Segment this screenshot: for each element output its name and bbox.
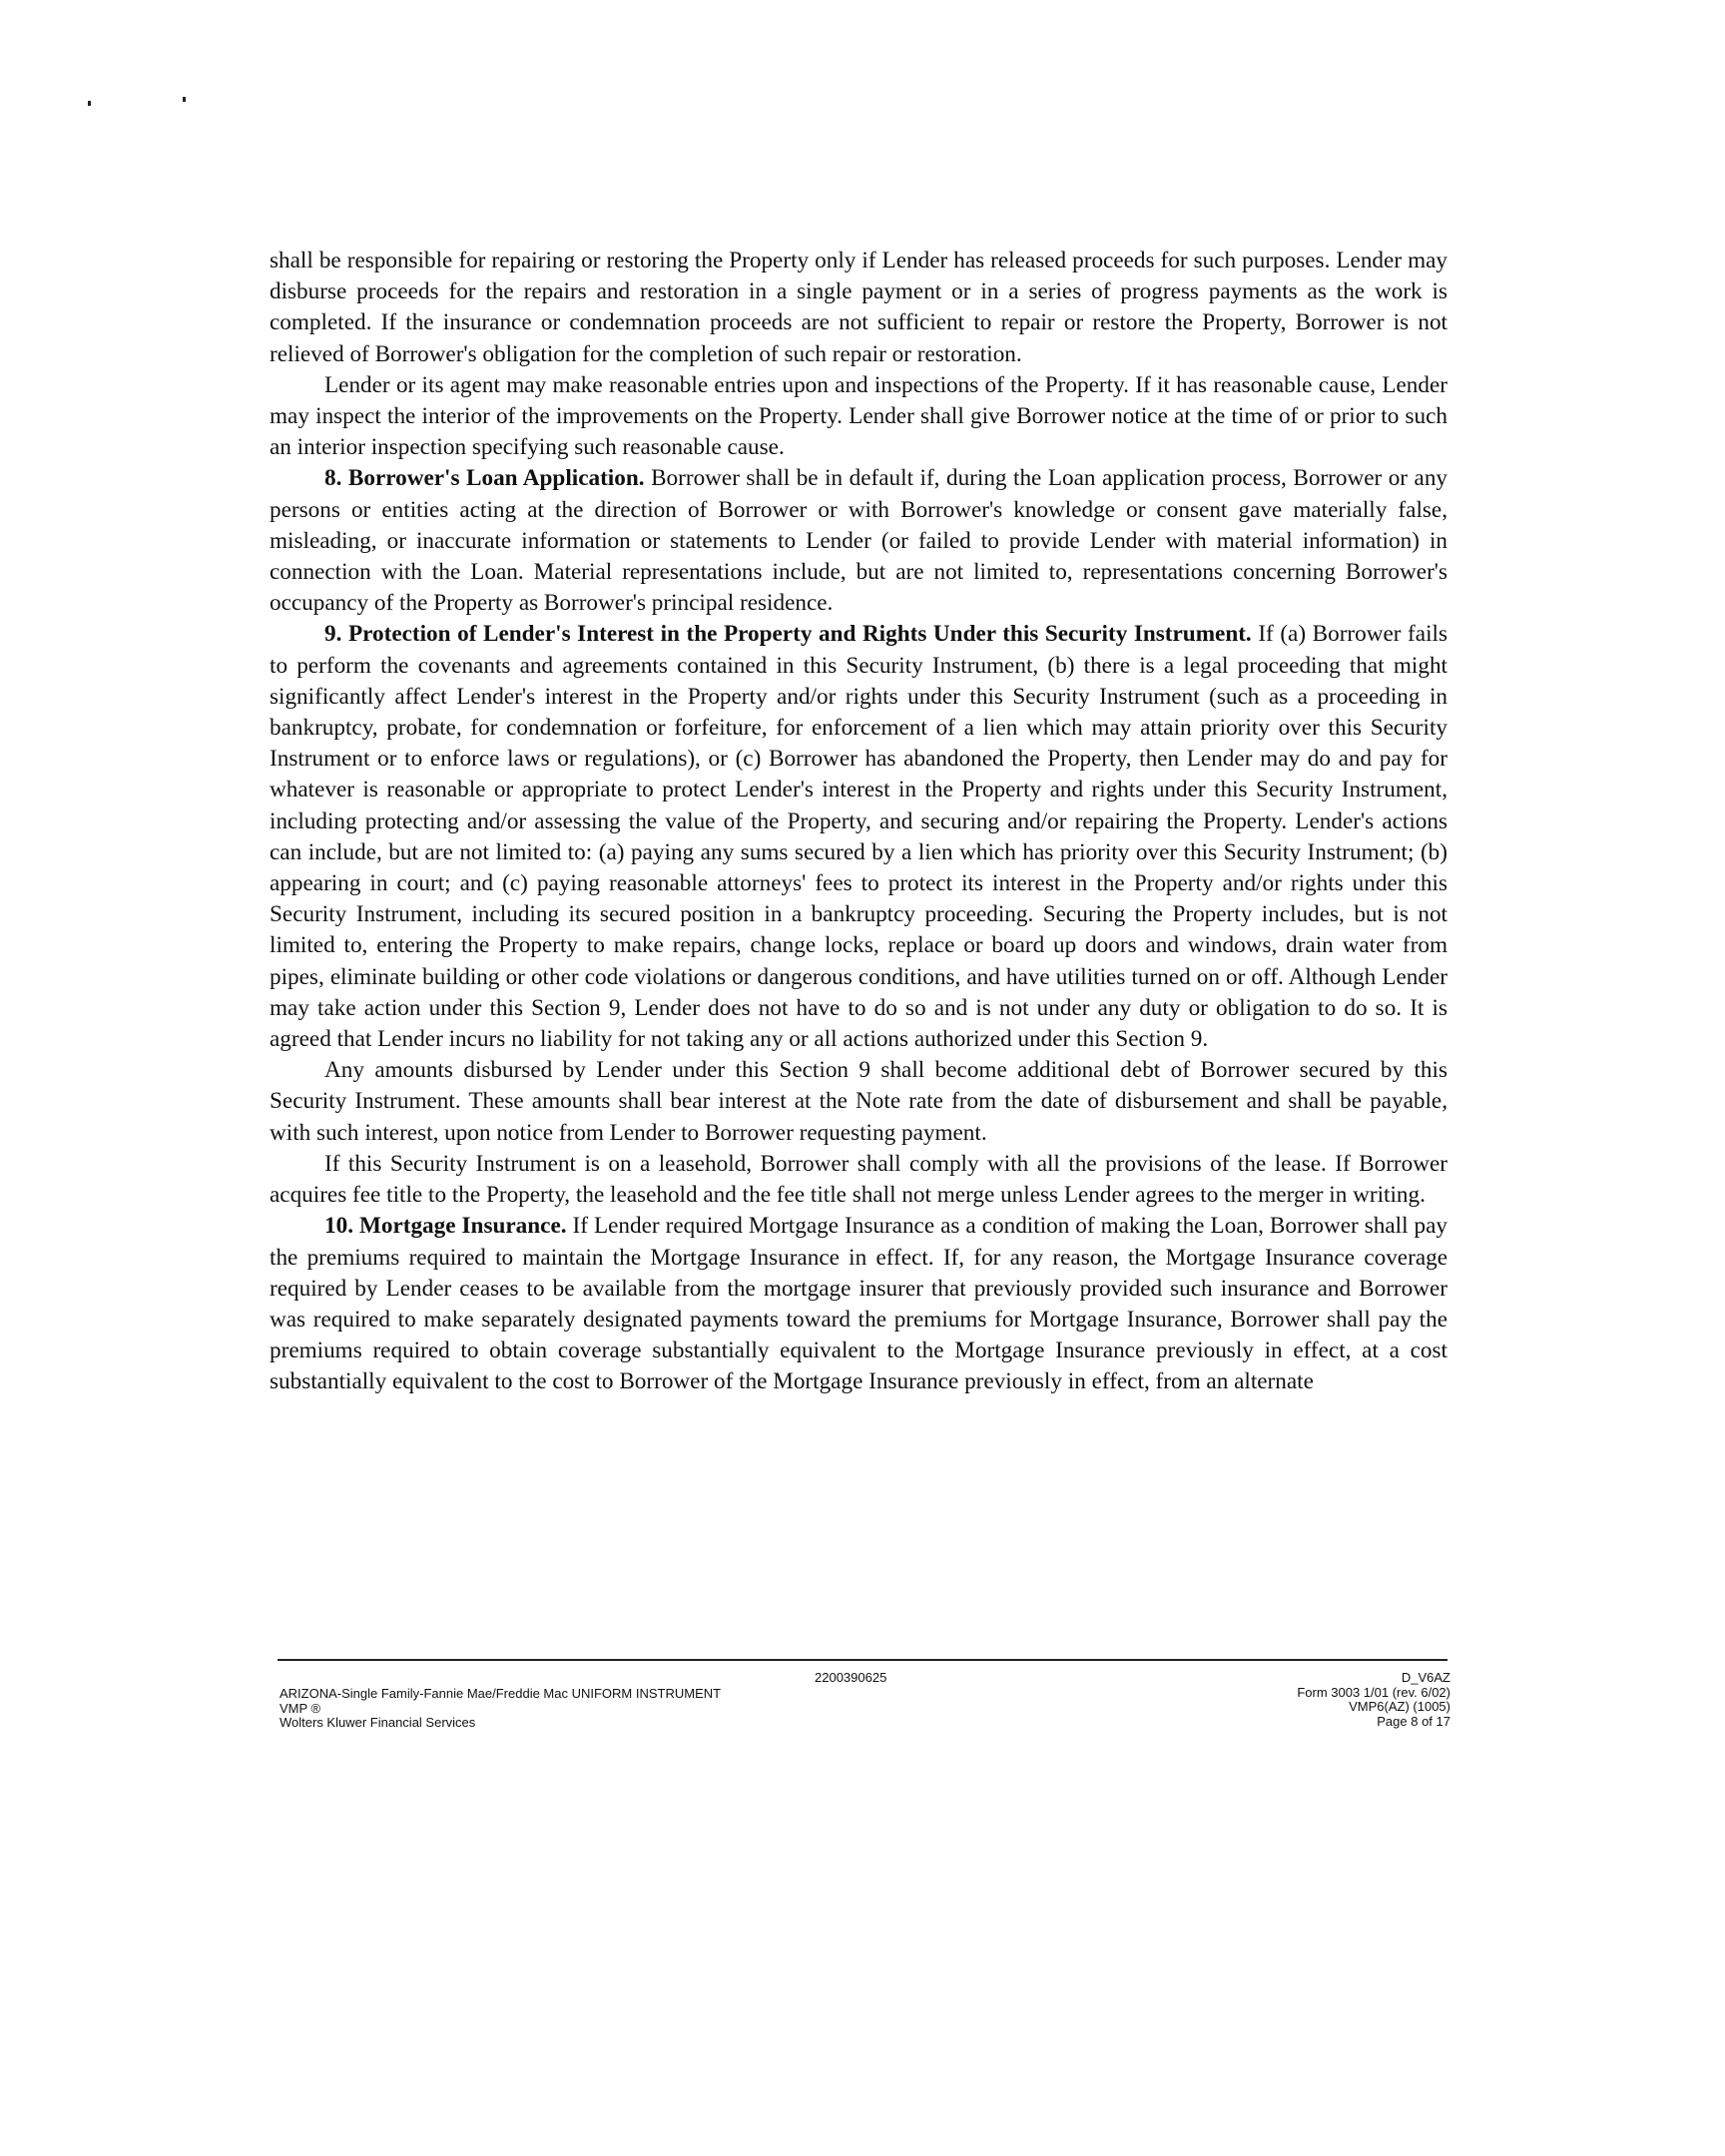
paragraph-text: Any amounts disbursed by Lender under this Section 9 shall become additional debt of Borrower secured by this Security Instrument. These amounts shall bear interest at the Note rate from the date of disbursement and shall be payable, with such interest, upon notice from Lender to Borrower requesting payment. xyxy=(270,1057,1447,1146)
paragraph-text: Borrower shall be in default if, during the Loan application process, Borrower or any persons or entities acting at the direction of Borrower or with Borrower's knowledge or consent gave materially false, misleading, or inaccurate information or statements to Lender (or failed to provide Lender with material information) in connection with the Loan. Material representations include, but are not limited to, representations concerning Borrower's occupancy of the Property as Borrower's principal residence. xyxy=(270,465,1448,617)
section-9-paragraph xyxy=(270,619,1447,1055)
paragraph-text: Lender or its agent may make reasonable entries upon and inspections of the Property. If it has reasonable cause, Lender may inspect the interior of the improvements on the Property. Lender shall give Borrower notice at the time of or prior to such an interior inspection specifying such reasonable cause. xyxy=(270,371,1447,461)
footer-form-info xyxy=(280,1687,721,1731)
form-number: Form 3003 1/01 (rev. 6/02) xyxy=(1297,1684,1450,1700)
doc-code: D_V6AZ xyxy=(1401,1670,1450,1685)
paragraph-text: If Lender required Mortgage Insurance as a condition of making the Loan, Borrower shall pay the premiums required to maintain the Mortgage Insurance in effect. If, for any reason, the Mortgage Insurance coverage required by Lender ceases to be available from the mortgage insurer that previously provided such insurance and Borrower was required to make separately designated payments toward the premiums for Mortgage Insurance, Borrower shall pay the premiums required to obtain coverage substantially equivalent to the Mortgage Insurance previously in effect, at a cost substantially equivalent to the cost to Borrower of the Mortgage Insurance previously in effect, from an alternate xyxy=(270,1213,1448,1395)
paragraph xyxy=(270,1055,1447,1149)
footer-divider xyxy=(278,1659,1447,1661)
paragraph-text: shall be responsible for repairing or restoring the Property only if Lender has released proceeds for such purposes. Lender may disburse proceeds for the repairs and restoration in a single payment or in a series of progress payments as the work is completed. If the insurance or condemnation proceeds are not sufficient to repair or restore the Property, Borrower is not relieved of Borrower's obligation for the completion of such repair or restoration. xyxy=(270,248,1447,367)
paragraph xyxy=(270,246,1447,370)
scan-speck xyxy=(88,101,91,106)
scan-speck xyxy=(183,97,186,102)
paragraph-text: If this Security Instrument is on a leasehold, Borrower shall comply with all the provisions of the lease. If Borrower acquires fee title to the Property, the leasehold and the fee title shall not merge unless Lender agrees to the merger in writing. xyxy=(270,1150,1447,1209)
section-heading: 9. Protection of Lender's Interest in the Property and Rights Under this Security Instrument. xyxy=(324,621,1252,648)
paragraph xyxy=(270,1149,1447,1211)
section-10-paragraph xyxy=(270,1211,1447,1397)
paragraph-text: If (a) Borrower fails to perform the covenants and agreements contained in this Security Instrument, (b) there is a legal proceeding that might significantly affect Lender's interest in the Property and/or rights under this Security Instrument (such as a proceeding in bankruptcy, probate, for condemnation or forfeiture, for enforcement of a lien which may attain priority over this Security Instrument or to enforce laws or regulations), or (c) Borrower has abandoned the Property, then Lender may do and pay for whatever is reasonable or appropriate to protect Lender's interest in the Property and rights under this Security Instrument, including protecting and/or assessing the value of the Property, and securing and/or repairing the Property. Lender's actions can include, but are not limited to: (a) paying any sums secured by a lien which has priority over this Security Instrument; (b) appearing in court; and (c) paying reasonable attorneys' fees to protect its interest in the Property and/or rights under this Security Instrument, including its secured position in a bankruptcy proceeding. Securing the Property includes, but is not limited to, entering the Property to make repairs, change locks, replace or board up doors and windows, drain water from pipes, eliminate building or other code violations or dangerous conditions, and have utilities turned on or off. Although Lender may take action under this Section 9, Lender does not have to do so and is not under any duty or obligation to do so. It is agreed that Lender incurs no liability for not taking any or all actions authorized under this Section 9. xyxy=(270,621,1447,1053)
page-number: Page 8 of 17 xyxy=(1377,1713,1450,1729)
footer-form-codes xyxy=(1297,1671,1450,1729)
section-8-paragraph xyxy=(270,463,1447,619)
publisher: Wolters Kluwer Financial Services xyxy=(280,1715,476,1730)
loan-number xyxy=(815,1671,886,1686)
loan-number-text: 2200390625 xyxy=(815,1670,887,1685)
vmp-code: VMP6(AZ) (1005) xyxy=(1349,1699,1450,1714)
paragraph xyxy=(270,370,1447,464)
section-heading: 8. Borrower's Loan Application. xyxy=(324,465,645,492)
form-title: ARIZONA-Single Family-Fannie Mae/Freddie Mac UNIFORM INSTRUMENT xyxy=(280,1686,722,1701)
document-body xyxy=(270,246,1447,1398)
section-heading: 10. Mortgage Insurance. xyxy=(324,1213,567,1240)
vmp-mark: VMP ® xyxy=(280,1700,321,1716)
